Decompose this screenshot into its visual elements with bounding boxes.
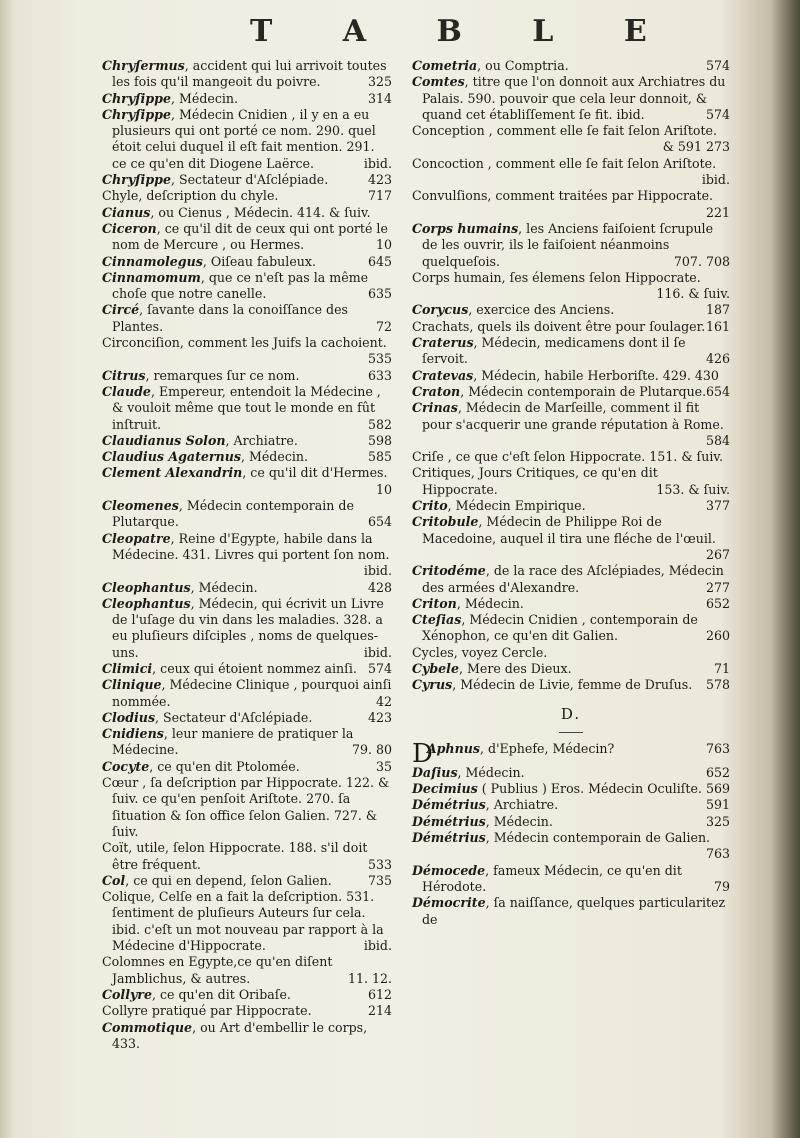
entry-headword: Cleophantus [102, 579, 191, 595]
entry-text: Convulſions, comment traitées par Hippocrate. [412, 188, 714, 204]
entry-headword: Démocede [412, 862, 486, 878]
index-entry [102, 710, 392, 726]
entry-text: , Médecin Cnidien , contemporain de Xénophon, ce qu'en dit Galien. [422, 612, 698, 644]
page-reference: 267 [705, 546, 730, 562]
page-reference: 598 [367, 432, 392, 448]
entry-headword: Cleophantus [102, 595, 191, 611]
index-entry [102, 498, 392, 531]
page-reference: 426 [705, 351, 730, 367]
index-entry [412, 384, 730, 400]
letter-heading: D. [560, 704, 582, 723]
index-entry [102, 954, 392, 987]
page-reference: ibid. [363, 563, 392, 579]
index-entry [412, 123, 730, 156]
entry-headword: Daſius [412, 764, 458, 780]
index-entry [102, 1003, 392, 1019]
page-reference: 584 [705, 432, 730, 448]
entry-text: , Oiſeau fabuleux. [202, 253, 316, 269]
right-column [412, 58, 730, 928]
entry-headword: Aphnus [426, 740, 480, 756]
page-reference: 569 [705, 781, 730, 797]
index-entry [102, 384, 392, 433]
entry-text: , ce qu'il dit d'Hermes. [242, 465, 388, 481]
page-reference: 574 [367, 660, 392, 676]
book-spine-shadow [770, 0, 800, 1138]
index-entry [412, 335, 730, 368]
index-entry [412, 596, 730, 612]
entry-text: , Médecin contemporain de Plutarque. [460, 383, 707, 399]
index-entry [412, 677, 730, 693]
index-entry [102, 335, 392, 368]
entry-text: , ce qu'il dit de ceux qui ont porté le nom de Mercure , ou Hermes. [112, 220, 388, 253]
page-reference: 221 [705, 204, 730, 220]
page-reference: 72 [375, 318, 392, 334]
entry-text: , ce qu'en dit Oribaſe. [151, 986, 291, 1002]
index-entry [412, 895, 730, 928]
index-entry [102, 759, 392, 775]
entry-headword: Claudius Agaternus [102, 449, 241, 465]
entry-text: , de la race des Aſclépiades, Médecin des armées d'Alexandre. [422, 563, 724, 595]
entry-headword: Cianus [102, 204, 151, 220]
entry-headword: Démétrius [412, 830, 486, 846]
entry-text: , Sectateur d'Aſclépiade. [170, 172, 329, 188]
page-reference: 116. & ſuiv. [656, 286, 730, 302]
entry-headword: Clodius [102, 709, 156, 725]
entry-text: Chyle, deſcription du chyle. [102, 188, 279, 204]
entry-text: , remarques ſur ce nom. [145, 367, 300, 383]
entry-text: Crachats, quels ils doivent être pour ſoulager. [412, 318, 706, 334]
index-entry [102, 368, 392, 384]
index-entry [412, 58, 730, 74]
entry-text: Cœur , ſa deſcription par Hippocrate. 122. & ſuiv. ce qu'en penſoit Ariſtote. 270. ſa ſituation & ſon office ſelon Galien. 727. & ſuiv. [102, 775, 390, 839]
index-entry [102, 596, 392, 661]
index-entry [412, 221, 730, 270]
index-entry [412, 814, 730, 830]
entry-headword: Cnidiens [102, 726, 164, 742]
entry-headword: Cybele [412, 660, 459, 676]
index-entry [412, 270, 730, 303]
page-reference: 717 [367, 188, 392, 204]
page-reference: 79. 80 [351, 742, 392, 758]
entry-headword: Citrus [102, 367, 146, 383]
page-reference: 187 [705, 302, 730, 318]
page-reference: ibid. [363, 644, 392, 660]
page-reference: 578 [705, 677, 730, 693]
entry-headword: Démocrite [412, 895, 486, 911]
index-entry [102, 677, 392, 710]
entry-text: , ce qu'en dit Ptolomée. [149, 758, 300, 774]
page-reference: 612 [367, 986, 392, 1002]
index-entry [102, 465, 392, 498]
drop-cap-letter: D [412, 738, 433, 769]
page-header: T A B L E [250, 14, 677, 49]
page-reference: 277 [705, 579, 730, 595]
entry-text: Corps humain, ſes élemens ſelon Hippocrate. [412, 269, 701, 285]
page-reference: 763 [705, 846, 730, 862]
page-reference: 260 [705, 628, 730, 644]
index-entry [102, 889, 392, 954]
page-reference: 161 [705, 318, 730, 334]
entry-headword: Démétrius [412, 797, 486, 813]
index-entry [102, 775, 392, 840]
index-entry [412, 449, 730, 465]
index-entry [102, 205, 392, 221]
index-entry [412, 797, 730, 813]
entry-text: , Mere des Dieux. [458, 660, 572, 676]
entry-headword: Démétrius [412, 813, 486, 829]
entry-headword: Circé [102, 302, 140, 318]
index-entry [102, 987, 392, 1003]
entry-text: , d'Ephefe, Médecin? [480, 740, 615, 756]
page-reference: 423 [367, 172, 392, 188]
entry-text: , titre que l'on donnoit aux Archiatres du Palais. 590. pouvoir que cela leur donnoit, & quand cet établiſſement ſe fit. ibid. [422, 74, 726, 122]
page-reference: 214 [367, 1003, 392, 1019]
index-entry [412, 781, 730, 797]
entry-headword: Chryſippe [102, 106, 171, 122]
entry-headword: Cleomenes [102, 498, 179, 514]
page-reference: ibid. [363, 938, 392, 954]
page-reference: 428 [367, 579, 392, 595]
index-entry [412, 514, 730, 563]
entry-text: , Médecin, medicamens dont il ſe ſervoit. [422, 335, 686, 367]
index-entry [412, 400, 730, 449]
page-reference: 71 [713, 660, 730, 676]
index-entry [102, 449, 392, 465]
index-entry [412, 368, 730, 384]
page-reference: 533 [367, 856, 392, 872]
entry-text: Concoction , comment elle ſe fait ſelon Ariſtote. [412, 155, 717, 171]
page-reference: 633 [367, 367, 392, 383]
entry-text: ( Publius ) Eros. Médecin Oculiſte. [477, 781, 702, 797]
index-entry [412, 830, 730, 863]
entry-text: , ſavante dans la conoiſſance des Plantes. [112, 302, 349, 334]
page-reference: 763 [705, 740, 730, 756]
index-entry [102, 91, 392, 107]
entry-text: , Médecin de Marſeille, comment il fit pour s'acquerir une grande réputation à Rome. [422, 400, 724, 432]
entry-headword: Chryſermus [102, 58, 185, 73]
index-entry [102, 580, 392, 596]
page-reference: 10 [375, 237, 392, 253]
entry-headword: Decimius [412, 781, 478, 797]
entry-text: , Médecin. [456, 595, 524, 611]
entry-text: Colique, Celſe en a fait la deſcription. 531. ſentiment de pluſieurs Auteurs ſur cela. ibid. c'eſt un mot nouveau par rapport à la Médecine d'Hippocrate. [102, 889, 384, 954]
index-entry [102, 873, 392, 889]
entry-text: , ce qui en depend, ſelon Galien. [125, 872, 332, 888]
page-reference: 654 [705, 383, 730, 399]
entry-text: , Archiatre. [485, 797, 559, 813]
entry-headword: Corps humains [412, 220, 519, 236]
entry-text: , Médecine Clinique , pourquoi ainſi nommée. [112, 677, 392, 709]
entry-text: Coït, utile, ſelon Hippocrate. 188. s'il doit être fréquent. [102, 840, 368, 872]
entry-text: Criſe , ce que c'eſt ſelon Hippocrate. 151. & ſuiv. [412, 449, 723, 465]
entry-text: , Médecin de Livie, femme de Druſus. [452, 677, 693, 693]
left-column [102, 58, 392, 1052]
page-reference: 153. & ſuiv. [656, 481, 730, 497]
entry-headword: Cratevas [412, 367, 474, 383]
index-entry [102, 58, 392, 91]
entry-headword: Critobule [412, 514, 479, 530]
entry-text: , Médecin. [170, 90, 239, 106]
page-reference: 707. 708 [673, 253, 730, 269]
page-reference: 591 [705, 797, 730, 813]
entry-headword: Corycus [412, 302, 469, 318]
entry-headword: Cinnamomum [102, 269, 201, 285]
page-reference: 325 [705, 813, 730, 829]
entry-text: , Médecin. [190, 579, 258, 595]
page-reference: 325 [367, 74, 392, 90]
entry-text: , ou Comptria. [477, 58, 569, 73]
index-entry [412, 188, 730, 221]
page-reference: 654 [367, 514, 392, 530]
entry-headword: Cocyte [102, 758, 150, 774]
index-entry [412, 738, 730, 769]
entry-text: , leur maniere de pratiquer la Médecine. [112, 726, 354, 758]
page-reference: 42 [375, 693, 392, 709]
entry-text: Cycles, voyez Cercle. [412, 644, 548, 660]
index-entry [412, 645, 730, 661]
index-entry [412, 156, 730, 189]
page-edge-shadow [0, 0, 14, 1138]
index-entry [102, 172, 392, 188]
page-reference: 79 [713, 878, 730, 894]
entry-headword: Cteſias [412, 612, 462, 628]
entry-headword: Claude [102, 383, 151, 399]
index-entry [412, 302, 730, 318]
entry-text: , fameux Médecin, ce qu'en dit Hérodote. [422, 862, 682, 894]
page-reference: 35 [375, 758, 392, 774]
entry-headword: Craton [412, 383, 461, 399]
entry-headword: Cyrus [412, 677, 453, 693]
page-reference: 314 [367, 90, 392, 106]
entry-headword: Collyre [102, 986, 152, 1002]
index-entry [412, 563, 730, 596]
entry-text: , Empereur, entendoit la Médecine , & vouloit même que tout le monde en fût inſtruit. [112, 383, 381, 432]
index-entry [102, 254, 392, 270]
entry-headword: Climici [102, 660, 153, 676]
entry-headword: Commotique [102, 1019, 193, 1035]
index-entry [412, 612, 730, 645]
page-reference: 735 [367, 872, 392, 888]
entry-text: Circonciſion, comment les Juifs la cachoient. [102, 335, 387, 351]
page-reference: 11. 12. [347, 970, 392, 986]
index-entry [412, 498, 730, 514]
page-reference: ibid. [363, 155, 392, 171]
page-reference: 585 [367, 449, 392, 465]
entry-headword: Col [102, 872, 126, 888]
entry-text: , Médecin de Philippe Roi de Macedoine, auquel il tira une fléche de l'œuil. [422, 514, 716, 546]
index-entry [102, 840, 392, 873]
page-reference: 652 [705, 764, 730, 780]
entry-text: , les Anciens faiſoient ſcrupule de les ouvrir, ils le faiſoient néanmoins quelqueſois. [422, 220, 714, 269]
index-entry [412, 765, 730, 781]
page-reference: 423 [367, 709, 392, 725]
index-entry [412, 465, 730, 498]
entry-text: Colomnes en Egypte,ce qu'en diſent Jamblichus, & autres. [102, 954, 333, 986]
entry-text: , ou Art d'embellir le corps, 433. [112, 1019, 368, 1051]
entry-headword: Ciceron [102, 220, 157, 236]
entry-text: Collyre pratiqué par Hippocrate. [102, 1003, 312, 1019]
page-reference: 582 [367, 416, 392, 432]
page-reference: 377 [705, 498, 730, 514]
entry-text: , Archiatre. [225, 432, 298, 448]
entry-text: , Médecin. [485, 813, 553, 829]
page-reference: 645 [367, 253, 392, 269]
entry-text: Conception , comment elle ſe fait ſelon Ariſtote. [412, 123, 717, 139]
entry-text: , Médecin. [457, 764, 525, 780]
page-reference: & 591 273 [662, 139, 730, 155]
entry-text: , Médecin contemporain de Plutarque. [112, 498, 354, 530]
page-reference: 535 [367, 351, 392, 367]
index-entry [102, 302, 392, 335]
entry-headword: Comtes [412, 74, 465, 90]
entry-text: , que ce n'eſt pas la même choſe que notre canelle. [112, 269, 369, 302]
entry-text: Critiques, Jours Critiques, ce qu'en dit Hippocrate. [412, 465, 658, 497]
index-entry [412, 661, 730, 677]
entry-text: , Médecin. [240, 449, 309, 465]
page-reference: 574 [705, 58, 730, 73]
entry-headword: Cleopatre [102, 530, 171, 546]
index-entry [412, 319, 730, 335]
entry-text: , Médecin contemporain de Galien. [485, 830, 711, 846]
index-entry [102, 661, 392, 677]
entry-headword: Chryſippe [102, 172, 171, 188]
entry-headword: Crinas [412, 400, 458, 416]
entry-text: , Médecin, qui écrivit un Livre de l'uſage du vin dans les maladies. 328. a eu pluſieurs diſciples , noms de quelques-uns. [112, 595, 384, 660]
index-entry [102, 1020, 392, 1053]
entry-text: , Médecin, habile Herboriſte. 429. 430 [473, 367, 719, 383]
entry-headword: Craterus [412, 335, 474, 351]
index-entry [412, 863, 730, 896]
entry-text: , Médecin Cnidien , il y en a eu plusieurs qui ont porté ce nom. 290. quel étoit celui duquel il eſt fait mention. 291. ce ce qu'en dit Diogene Laërce. [112, 106, 376, 171]
index-entry [102, 270, 392, 303]
page-reference: 574 [705, 106, 730, 122]
index-entry [102, 188, 392, 204]
page-reference: ibid. [701, 172, 730, 188]
index-entry [412, 74, 730, 123]
entry-text: , Sectateur d'Aſclépiade. [155, 709, 313, 725]
entry-headword: Cinnamolegus [102, 253, 203, 269]
page-reference: 635 [367, 286, 392, 302]
entry-headword: Cometria [412, 58, 478, 73]
entry-headword: Criton [412, 595, 457, 611]
entry-text: , ou Cienus , Médecin. 414. & ſuiv. [150, 204, 371, 220]
entry-text: , Reine d'Egypte, habile dans la Médecine. 431. Livres qui portent ſon nom. [112, 530, 390, 562]
d-section-entries [412, 738, 730, 928]
right-column-entries [412, 58, 730, 694]
heading-rule [559, 732, 583, 733]
index-entry [102, 433, 392, 449]
entry-text: , accident qui lui arrivoit toutes les fois qu'il mangeoit du poivre. [112, 58, 387, 90]
entry-headword: Clinique [102, 677, 162, 693]
entry-headword: Claudianus Solon [102, 432, 226, 448]
index-entry [102, 531, 392, 580]
entry-headword: Clement Alexandrin [102, 465, 243, 481]
entry-headword: Chryſippe [102, 90, 171, 106]
index-entry [102, 726, 392, 759]
entry-text: , ceux qui étoient nommez ainſi. [152, 660, 357, 676]
entry-headword: Critodéme [412, 563, 486, 579]
page-reference: 10 [375, 481, 392, 497]
index-entry [102, 107, 392, 172]
index-entry [102, 221, 392, 254]
entry-text: , exercice des Anciens. [468, 302, 615, 318]
entry-text: , ſa naiſſance, quelques particularitez de [422, 895, 726, 927]
entry-headword: Crito [412, 498, 448, 514]
entry-text: , Médecin Empirique. [447, 498, 586, 514]
page-reference: 652 [705, 595, 730, 611]
